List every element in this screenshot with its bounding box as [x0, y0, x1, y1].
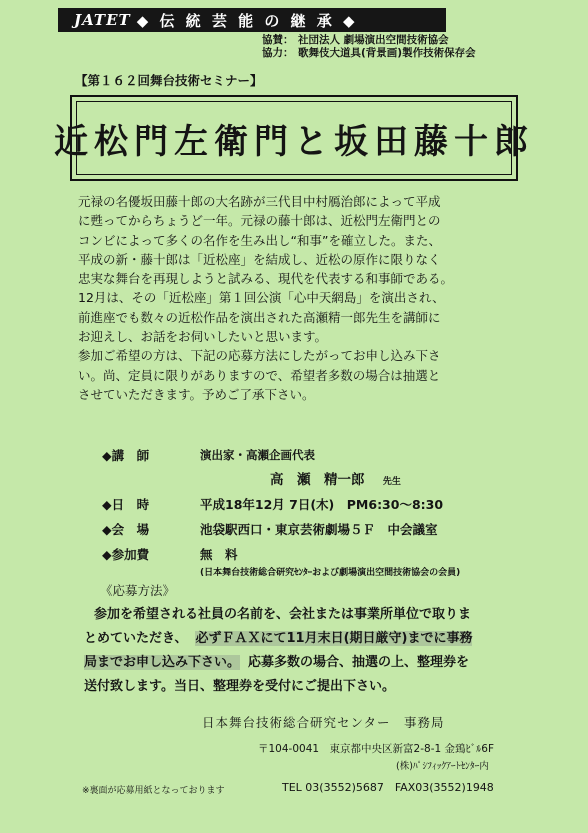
- apply-heading: 《応募方法》: [100, 583, 176, 598]
- lecturer-title: 演出家・高瀬企画代表: [200, 448, 315, 462]
- seminar-label: 【第１６２回舞台技術セミナー】: [75, 73, 263, 88]
- date-value: 平成18年12月 7日(木) PM6:30～8:30: [200, 497, 444, 512]
- lecturer-label: ◆講 師: [102, 448, 150, 463]
- main-title: 近松門左衛門と坂田藤十郎: [76, 101, 512, 175]
- apply-text: [84, 603, 472, 699]
- apply-line: [84, 651, 472, 675]
- sponsor-row: [262, 34, 476, 47]
- date-label: ◆日 時: [102, 497, 150, 512]
- sponsor-key: 協賛：: [262, 34, 294, 46]
- apply-highlight: 必ずＦＡＸにて11月末日(期日厳守)までに事務: [195, 631, 473, 646]
- body-line: お迎えし、お話をお伺いしたいと思います。: [78, 329, 328, 345]
- body-line: 参加ご希望の方は、下記の応募方法にしたがってお申し込み下さ: [78, 348, 441, 364]
- cooperator-key: 協力：: [262, 47, 294, 59]
- footer-note: ※裏面が応募用紙となっております: [82, 786, 225, 796]
- lecturer-name-row: [270, 468, 401, 488]
- lecturer-suffix: 先生: [382, 477, 401, 487]
- venue-row: [102, 520, 438, 538]
- body-line: 元禄の名優坂田藤十郎の大名跡が三代目中村鴈治郎によって平成: [78, 194, 441, 209]
- cooperator-row: [262, 47, 476, 60]
- body-line: 忠実な舞台を再現しようと試みる、現代を代表する和事師である。: [78, 271, 454, 287]
- apply-line: 参加を希望される社員の名前を、会社または事業所単位で取りま: [94, 607, 472, 622]
- jatet-logo: JATET: [74, 11, 131, 29]
- cooperator-value: 歌舞伎大道具(背景画)製作技術保存会: [298, 47, 476, 59]
- header-banner: [58, 8, 446, 32]
- fee-row: [102, 545, 238, 563]
- lecturer-row: [102, 446, 315, 464]
- body-line: い。尚、定員に限りがありますので、希望者多数の場合は抽選と: [78, 367, 441, 383]
- footer-contact: TEL 03(3552)5687 FAX03(3552)1948: [282, 781, 494, 794]
- date-row: [102, 495, 444, 513]
- title-box: [54, 95, 534, 181]
- fee-note: (日本舞台技術総合研究ｾﾝﾀｰおよび劇場演出空間技術協会の会員): [200, 568, 461, 578]
- footer-address: 〒104-0041 東京都中央区新富2-8-1 金鵄ﾋﾞﾙ6F: [258, 743, 494, 755]
- body-text: [78, 192, 518, 404]
- apply-segment: 応募多数の場合、抽選の上、整理券を: [248, 655, 470, 670]
- body-line: コンビによって多くの名作を生み出し“和事”を確立した。また、: [78, 232, 441, 248]
- apply-line: [84, 627, 472, 651]
- fee-note-row: [200, 563, 460, 578]
- apply-segment: とめていただき、: [84, 631, 188, 646]
- lecturer-name: 高 瀬 精一郎: [270, 472, 365, 488]
- body-line: 前進座でも数々の近松作品を演出された高瀬精一郎先生を講師に: [78, 309, 441, 325]
- footer-org: 日本舞台技術総合研究センター 事務局: [202, 715, 445, 730]
- body-line: 平成の新・藤十郎は「近松座」を結成し、近松の原作に限りなく: [78, 251, 441, 267]
- fee-label: ◆参加費: [102, 547, 150, 562]
- apply-line: 送付致します。当日、整理券を受付にご提出下さい。: [84, 679, 395, 694]
- venue-label: ◆会 場: [102, 522, 150, 537]
- body-line: 12月は、その「近松座」第１回公演「心中天網島」を演出され、: [78, 290, 445, 306]
- footer-address-2: (株)ﾊﾟｼﾌｨｯｸｱｰﾄｾﾝﾀｰ内: [396, 761, 489, 772]
- body-line: させていただきます。予めご了承下さい。: [78, 386, 315, 402]
- banner-text: ◆ 伝 統 芸 能 の 継 承 ◆: [136, 11, 358, 30]
- sponsors: [262, 34, 476, 60]
- venue-value: 池袋駅西口・東京芸術劇場５Ｆ 中会議室: [200, 522, 438, 537]
- apply-highlight: 局までお申し込み下さい。: [84, 655, 241, 670]
- body-line: に甦ってからちょうど一年。元禄の藤十郎は、近松門左衛門との: [78, 213, 441, 229]
- sponsor-value: 社団法人 劇場演出空間技術協会: [298, 34, 449, 46]
- fee-value: 無 料: [200, 547, 238, 562]
